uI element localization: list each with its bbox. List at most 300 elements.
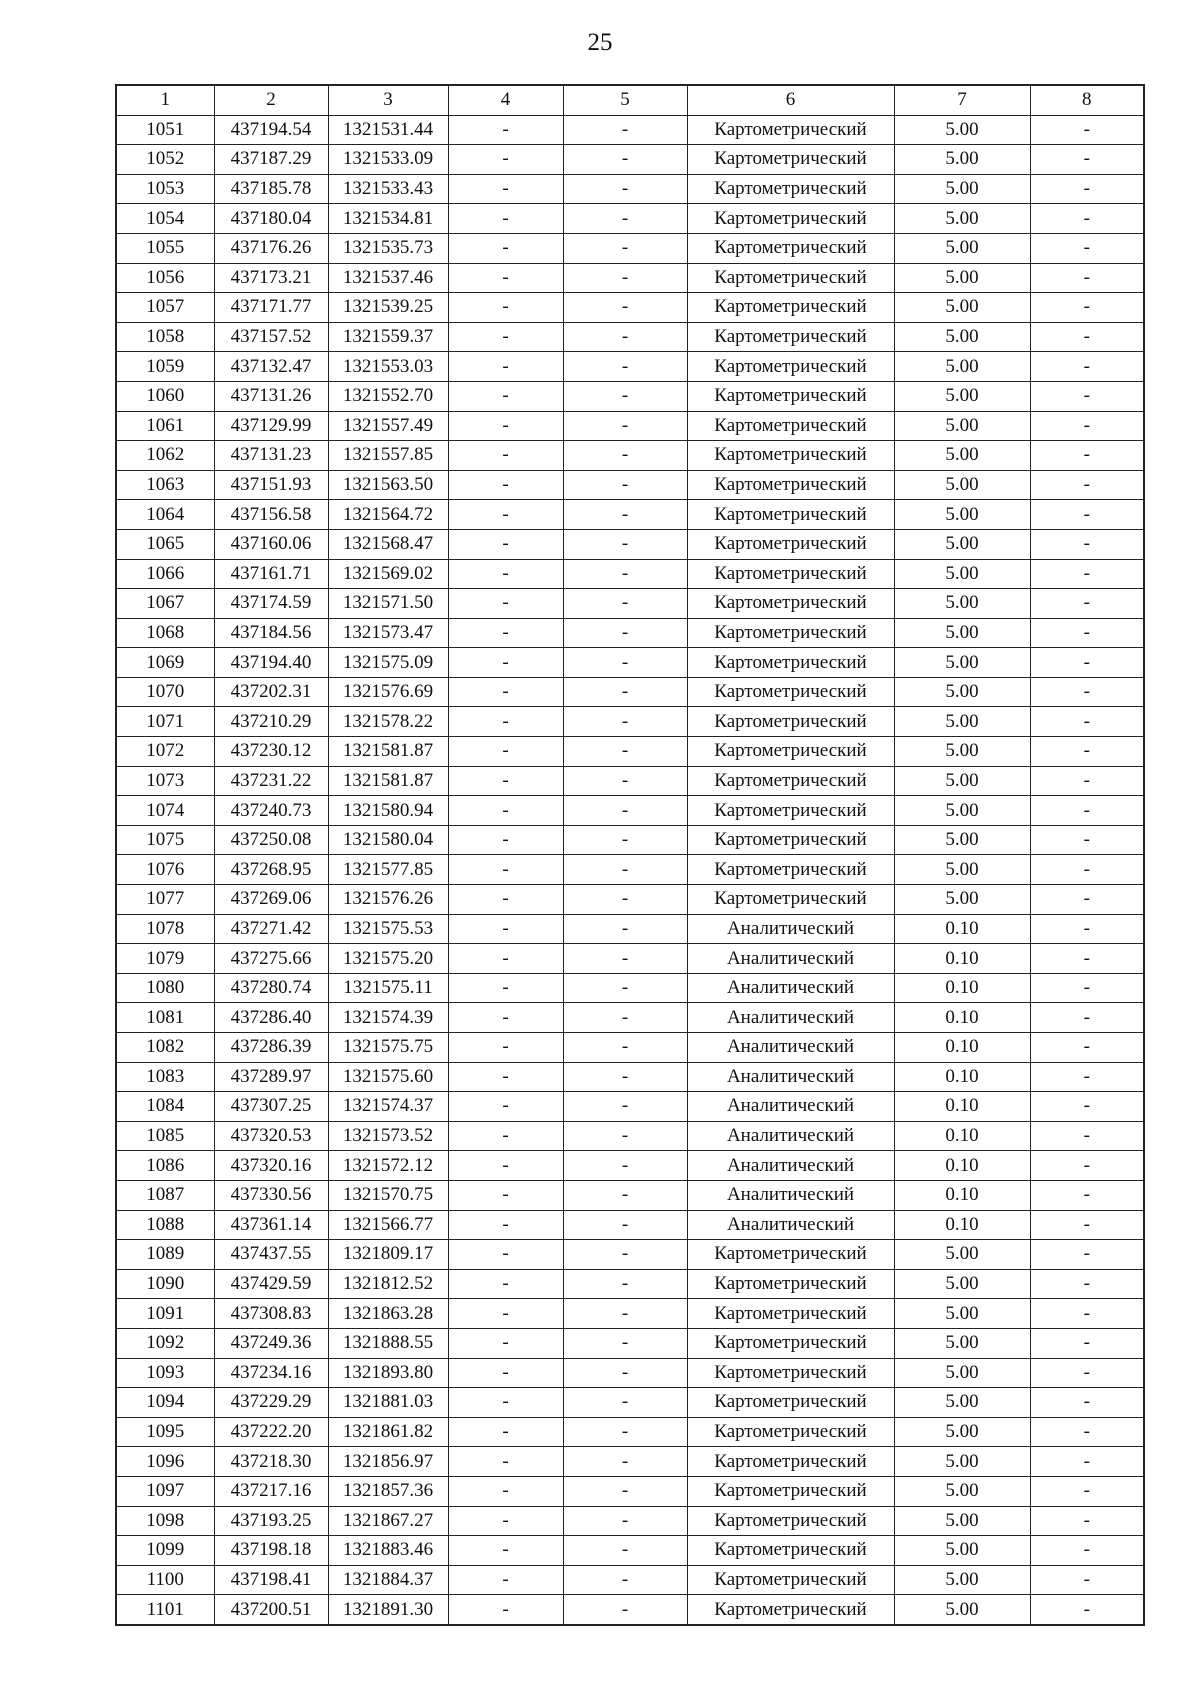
table-row (116, 559, 1144, 589)
cell-y-coordinate: 1321863.28 (328, 1299, 448, 1329)
cell-col-4-value: - (448, 589, 563, 619)
column-header-2: 2 (214, 85, 328, 115)
cell-point-number: 1079 (116, 944, 214, 974)
cell-x-coordinate: 437217.16 (214, 1476, 328, 1506)
cell-col-8-value: - (1030, 766, 1144, 796)
cell-y-coordinate: 1321566.77 (328, 1210, 448, 1240)
cell-x-coordinate: 437234.16 (214, 1358, 328, 1388)
cell-col-8-value: - (1030, 855, 1144, 885)
cell-accuracy: 5.00 (894, 500, 1030, 530)
cell-col-5-value: - (563, 737, 687, 767)
table-row (116, 293, 1144, 323)
cell-col-4-value: - (448, 1003, 563, 1033)
cell-point-number: 1057 (116, 293, 214, 323)
cell-col-5-value: - (563, 441, 687, 471)
cell-method: Картометрический (687, 1417, 894, 1447)
cell-method: Аналитический (687, 1121, 894, 1151)
table-row (116, 1092, 1144, 1122)
cell-method: Картометрический (687, 589, 894, 619)
cell-x-coordinate: 437280.74 (214, 973, 328, 1003)
cell-accuracy: 5.00 (894, 1476, 1030, 1506)
table-row (116, 1565, 1144, 1595)
cell-method: Картометрический (687, 174, 894, 204)
cell-col-8-value: - (1030, 174, 1144, 204)
cell-method: Картометрический (687, 1328, 894, 1358)
cell-accuracy: 5.00 (894, 1506, 1030, 1536)
table-row (116, 1210, 1144, 1240)
cell-col-8-value: - (1030, 914, 1144, 944)
cell-accuracy: 5.00 (894, 441, 1030, 471)
cell-point-number: 1100 (116, 1565, 214, 1595)
cell-point-number: 1082 (116, 1033, 214, 1063)
cell-y-coordinate: 1321581.87 (328, 766, 448, 796)
cell-col-5-value: - (563, 352, 687, 382)
cell-col-4-value: - (448, 707, 563, 737)
cell-x-coordinate: 437289.97 (214, 1062, 328, 1092)
table-row (116, 145, 1144, 175)
cell-y-coordinate: 1321533.43 (328, 174, 448, 204)
cell-point-number: 1089 (116, 1240, 214, 1270)
cell-col-8-value: - (1030, 796, 1144, 826)
cell-y-coordinate: 1321891.30 (328, 1595, 448, 1625)
table-row (116, 825, 1144, 855)
cell-method: Картометрический (687, 293, 894, 323)
cell-y-coordinate: 1321531.44 (328, 115, 448, 145)
cell-accuracy: 0.10 (894, 1121, 1030, 1151)
cell-x-coordinate: 437320.53 (214, 1121, 328, 1151)
cell-point-number: 1081 (116, 1003, 214, 1033)
cell-point-number: 1064 (116, 500, 214, 530)
table-row (116, 470, 1144, 500)
cell-accuracy: 5.00 (894, 707, 1030, 737)
cell-x-coordinate: 437437.55 (214, 1240, 328, 1270)
table-row (116, 1595, 1144, 1625)
cell-col-4-value: - (448, 885, 563, 915)
table-body (116, 115, 1144, 1625)
cell-accuracy: 5.00 (894, 825, 1030, 855)
cell-point-number: 1060 (116, 381, 214, 411)
cell-method: Картометрический (687, 1299, 894, 1329)
cell-point-number: 1093 (116, 1358, 214, 1388)
cell-x-coordinate: 437229.29 (214, 1388, 328, 1418)
cell-col-4-value: - (448, 1476, 563, 1506)
table-row (116, 115, 1144, 145)
cell-method: Картометрический (687, 115, 894, 145)
cell-y-coordinate: 1321881.03 (328, 1388, 448, 1418)
cell-accuracy: 5.00 (894, 233, 1030, 263)
table-row (116, 1151, 1144, 1181)
cell-y-coordinate: 1321573.52 (328, 1121, 448, 1151)
cell-method: Аналитический (687, 1151, 894, 1181)
cell-method: Картометрический (687, 559, 894, 589)
cell-col-8-value: - (1030, 1595, 1144, 1625)
table-row (116, 1476, 1144, 1506)
cell-col-4-value: - (448, 115, 563, 145)
cell-y-coordinate: 1321573.47 (328, 618, 448, 648)
cell-accuracy: 5.00 (894, 1388, 1030, 1418)
cell-accuracy: 0.10 (894, 1180, 1030, 1210)
table-row (116, 1180, 1144, 1210)
cell-method: Картометрический (687, 322, 894, 352)
cell-point-number: 1069 (116, 648, 214, 678)
table-row (116, 1328, 1144, 1358)
cell-method: Картометрический (687, 1595, 894, 1625)
cell-col-5-value: - (563, 648, 687, 678)
cell-col-8-value: - (1030, 115, 1144, 145)
cell-col-8-value: - (1030, 1092, 1144, 1122)
cell-accuracy: 5.00 (894, 677, 1030, 707)
cell-col-4-value: - (448, 1151, 563, 1181)
cell-y-coordinate: 1321809.17 (328, 1240, 448, 1270)
table-row (116, 1033, 1144, 1063)
cell-y-coordinate: 1321537.46 (328, 263, 448, 293)
cell-method: Картометрический (687, 766, 894, 796)
cell-y-coordinate: 1321564.72 (328, 500, 448, 530)
cell-col-4-value: - (448, 914, 563, 944)
table-row (116, 618, 1144, 648)
cell-x-coordinate: 437151.93 (214, 470, 328, 500)
cell-accuracy: 5.00 (894, 1536, 1030, 1566)
cell-y-coordinate: 1321570.75 (328, 1180, 448, 1210)
cell-x-coordinate: 437194.54 (214, 115, 328, 145)
cell-method: Картометрический (687, 263, 894, 293)
cell-y-coordinate: 1321575.09 (328, 648, 448, 678)
cell-col-8-value: - (1030, 1565, 1144, 1595)
cell-x-coordinate: 437160.06 (214, 529, 328, 559)
cell-point-number: 1090 (116, 1269, 214, 1299)
cell-point-number: 1068 (116, 618, 214, 648)
cell-col-8-value: - (1030, 1062, 1144, 1092)
table-row (116, 1417, 1144, 1447)
cell-accuracy: 5.00 (894, 796, 1030, 826)
cell-col-8-value: - (1030, 500, 1144, 530)
cell-col-8-value: - (1030, 707, 1144, 737)
cell-col-8-value: - (1030, 322, 1144, 352)
cell-x-coordinate: 437361.14 (214, 1210, 328, 1240)
table-row (116, 441, 1144, 471)
cell-col-4-value: - (448, 352, 563, 382)
cell-col-4-value: - (448, 1033, 563, 1063)
cell-accuracy: 5.00 (894, 1447, 1030, 1477)
cell-col-5-value: - (563, 381, 687, 411)
cell-col-5-value: - (563, 204, 687, 234)
cell-col-5-value: - (563, 1506, 687, 1536)
cell-accuracy: 5.00 (894, 145, 1030, 175)
column-header-4: 4 (448, 85, 563, 115)
cell-col-5-value: - (563, 885, 687, 915)
cell-col-8-value: - (1030, 1033, 1144, 1063)
table-header (116, 85, 1144, 115)
cell-x-coordinate: 437132.47 (214, 352, 328, 382)
cell-col-5-value: - (563, 1062, 687, 1092)
cell-accuracy: 5.00 (894, 648, 1030, 678)
header-row (116, 85, 1144, 115)
cell-point-number: 1080 (116, 973, 214, 1003)
table-row (116, 944, 1144, 974)
cell-accuracy: 5.00 (894, 618, 1030, 648)
cell-col-4-value: - (448, 737, 563, 767)
column-header-8: 8 (1030, 85, 1144, 115)
cell-col-8-value: - (1030, 944, 1144, 974)
cell-y-coordinate: 1321884.37 (328, 1565, 448, 1595)
cell-y-coordinate: 1321557.49 (328, 411, 448, 441)
cell-x-coordinate: 437200.51 (214, 1595, 328, 1625)
cell-y-coordinate: 1321883.46 (328, 1536, 448, 1566)
cell-y-coordinate: 1321861.82 (328, 1417, 448, 1447)
cell-col-8-value: - (1030, 1180, 1144, 1210)
cell-col-4-value: - (448, 322, 563, 352)
cell-col-5-value: - (563, 618, 687, 648)
cell-accuracy: 5.00 (894, 1328, 1030, 1358)
cell-point-number: 1095 (116, 1417, 214, 1447)
cell-col-4-value: - (448, 1417, 563, 1447)
cell-point-number: 1072 (116, 737, 214, 767)
cell-y-coordinate: 1321574.39 (328, 1003, 448, 1033)
cell-y-coordinate: 1321893.80 (328, 1358, 448, 1388)
cell-col-5-value: - (563, 470, 687, 500)
cell-y-coordinate: 1321580.04 (328, 825, 448, 855)
cell-x-coordinate: 437198.18 (214, 1536, 328, 1566)
column-header-1: 1 (116, 85, 214, 115)
cell-x-coordinate: 437249.36 (214, 1328, 328, 1358)
cell-point-number: 1086 (116, 1151, 214, 1181)
cell-accuracy: 5.00 (894, 174, 1030, 204)
cell-col-5-value: - (563, 1417, 687, 1447)
cell-col-8-value: - (1030, 381, 1144, 411)
cell-col-4-value: - (448, 263, 563, 293)
cell-col-4-value: - (448, 1358, 563, 1388)
cell-col-5-value: - (563, 529, 687, 559)
cell-method: Картометрический (687, 885, 894, 915)
cell-col-8-value: - (1030, 885, 1144, 915)
cell-col-4-value: - (448, 559, 563, 589)
cell-col-4-value: - (448, 381, 563, 411)
cell-col-4-value: - (448, 1565, 563, 1595)
cell-col-8-value: - (1030, 1506, 1144, 1536)
cell-col-4-value: - (448, 1062, 563, 1092)
cell-method: Картометрический (687, 618, 894, 648)
cell-x-coordinate: 437131.23 (214, 441, 328, 471)
cell-point-number: 1083 (116, 1062, 214, 1092)
cell-col-4-value: - (448, 825, 563, 855)
cell-accuracy: 5.00 (894, 529, 1030, 559)
cell-y-coordinate: 1321575.20 (328, 944, 448, 974)
table-row (116, 648, 1144, 678)
cell-accuracy: 0.10 (894, 1210, 1030, 1240)
cell-method: Картометрический (687, 1388, 894, 1418)
cell-x-coordinate: 437202.31 (214, 677, 328, 707)
cell-point-number: 1074 (116, 796, 214, 826)
table-row (116, 766, 1144, 796)
cell-col-5-value: - (563, 677, 687, 707)
table-row (116, 1121, 1144, 1151)
cell-col-4-value: - (448, 1506, 563, 1536)
cell-point-number: 1055 (116, 233, 214, 263)
cell-method: Аналитический (687, 1003, 894, 1033)
table-row (116, 1269, 1144, 1299)
cell-accuracy: 5.00 (894, 322, 1030, 352)
cell-method: Аналитический (687, 1210, 894, 1240)
table-row (116, 529, 1144, 559)
table-row (116, 1299, 1144, 1329)
table-row (116, 204, 1144, 234)
cell-col-5-value: - (563, 914, 687, 944)
table-row (116, 707, 1144, 737)
cell-col-4-value: - (448, 470, 563, 500)
cell-x-coordinate: 437210.29 (214, 707, 328, 737)
cell-col-8-value: - (1030, 1358, 1144, 1388)
cell-col-4-value: - (448, 411, 563, 441)
cell-y-coordinate: 1321576.26 (328, 885, 448, 915)
cell-col-5-value: - (563, 500, 687, 530)
cell-col-8-value: - (1030, 352, 1144, 382)
cell-method: Картометрический (687, 1269, 894, 1299)
cell-x-coordinate: 437240.73 (214, 796, 328, 826)
cell-col-5-value: - (563, 233, 687, 263)
cell-method: Аналитический (687, 1092, 894, 1122)
cell-col-4-value: - (448, 648, 563, 678)
table-row (116, 263, 1144, 293)
cell-x-coordinate: 437184.56 (214, 618, 328, 648)
cell-col-5-value: - (563, 1210, 687, 1240)
cell-method: Картометрический (687, 470, 894, 500)
cell-y-coordinate: 1321575.11 (328, 973, 448, 1003)
cell-point-number: 1076 (116, 855, 214, 885)
cell-col-5-value: - (563, 707, 687, 737)
cell-x-coordinate: 437308.83 (214, 1299, 328, 1329)
cell-col-4-value: - (448, 1447, 563, 1477)
cell-accuracy: 5.00 (894, 885, 1030, 915)
cell-point-number: 1084 (116, 1092, 214, 1122)
cell-col-4-value: - (448, 1536, 563, 1566)
cell-col-5-value: - (563, 115, 687, 145)
cell-col-4-value: - (448, 944, 563, 974)
cell-col-5-value: - (563, 944, 687, 974)
cell-col-8-value: - (1030, 1151, 1144, 1181)
cell-y-coordinate: 1321867.27 (328, 1506, 448, 1536)
table-row (116, 1447, 1144, 1477)
cell-point-number: 1094 (116, 1388, 214, 1418)
cell-x-coordinate: 437222.20 (214, 1417, 328, 1447)
cell-point-number: 1071 (116, 707, 214, 737)
cell-col-4-value: - (448, 204, 563, 234)
cell-y-coordinate: 1321568.47 (328, 529, 448, 559)
cell-accuracy: 5.00 (894, 352, 1030, 382)
table-row (116, 1240, 1144, 1270)
table-row (116, 914, 1144, 944)
cell-y-coordinate: 1321552.70 (328, 381, 448, 411)
cell-col-5-value: - (563, 1151, 687, 1181)
table-row (116, 322, 1144, 352)
cell-col-8-value: - (1030, 1328, 1144, 1358)
cell-col-5-value: - (563, 293, 687, 323)
cell-method: Аналитический (687, 973, 894, 1003)
cell-method: Картометрический (687, 1536, 894, 1566)
cell-point-number: 1052 (116, 145, 214, 175)
cell-method: Картометрический (687, 737, 894, 767)
cell-method: Картометрический (687, 1506, 894, 1536)
cell-col-5-value: - (563, 1565, 687, 1595)
cell-col-4-value: - (448, 1595, 563, 1625)
cell-x-coordinate: 437230.12 (214, 737, 328, 767)
cell-col-8-value: - (1030, 1003, 1144, 1033)
cell-col-5-value: - (563, 1003, 687, 1033)
cell-col-5-value: - (563, 1092, 687, 1122)
table-row (116, 1358, 1144, 1388)
cell-col-4-value: - (448, 677, 563, 707)
coordinates-table (115, 84, 1145, 1626)
cell-accuracy: 5.00 (894, 589, 1030, 619)
cell-x-coordinate: 437193.25 (214, 1506, 328, 1536)
table-row (116, 589, 1144, 619)
cell-col-8-value: - (1030, 470, 1144, 500)
cell-method: Картометрический (687, 441, 894, 471)
cell-point-number: 1091 (116, 1299, 214, 1329)
cell-method: Картометрический (687, 825, 894, 855)
cell-col-5-value: - (563, 559, 687, 589)
cell-point-number: 1096 (116, 1447, 214, 1477)
cell-col-4-value: - (448, 1388, 563, 1418)
cell-col-5-value: - (563, 1447, 687, 1477)
cell-col-8-value: - (1030, 618, 1144, 648)
cell-col-5-value: - (563, 796, 687, 826)
cell-x-coordinate: 437131.26 (214, 381, 328, 411)
cell-point-number: 1067 (116, 589, 214, 619)
column-header-6: 6 (687, 85, 894, 115)
cell-y-coordinate: 1321578.22 (328, 707, 448, 737)
table-row (116, 677, 1144, 707)
cell-col-5-value: - (563, 145, 687, 175)
cell-x-coordinate: 437286.39 (214, 1033, 328, 1063)
cell-accuracy: 0.10 (894, 1062, 1030, 1092)
cell-col-5-value: - (563, 1299, 687, 1329)
cell-point-number: 1101 (116, 1595, 214, 1625)
cell-point-number: 1073 (116, 766, 214, 796)
cell-method: Картометрический (687, 411, 894, 441)
cell-accuracy: 0.10 (894, 1033, 1030, 1063)
cell-x-coordinate: 437320.16 (214, 1151, 328, 1181)
cell-col-5-value: - (563, 1121, 687, 1151)
cell-accuracy: 0.10 (894, 973, 1030, 1003)
cell-method: Картометрический (687, 796, 894, 826)
cell-method: Картометрический (687, 1565, 894, 1595)
cell-col-4-value: - (448, 1299, 563, 1329)
cell-x-coordinate: 437307.25 (214, 1092, 328, 1122)
cell-col-8-value: - (1030, 1121, 1144, 1151)
cell-method: Аналитический (687, 1062, 894, 1092)
cell-col-8-value: - (1030, 559, 1144, 589)
cell-x-coordinate: 437268.95 (214, 855, 328, 885)
column-header-5: 5 (563, 85, 687, 115)
cell-col-5-value: - (563, 1476, 687, 1506)
cell-col-5-value: - (563, 973, 687, 1003)
cell-point-number: 1092 (116, 1328, 214, 1358)
cell-col-5-value: - (563, 1328, 687, 1358)
cell-method: Картометрический (687, 529, 894, 559)
cell-x-coordinate: 437187.29 (214, 145, 328, 175)
cell-col-4-value: - (448, 1092, 563, 1122)
cell-col-5-value: - (563, 1269, 687, 1299)
cell-col-4-value: - (448, 1240, 563, 1270)
cell-y-coordinate: 1321557.85 (328, 441, 448, 471)
cell-method: Картометрический (687, 677, 894, 707)
cell-accuracy: 5.00 (894, 559, 1030, 589)
cell-y-coordinate: 1321575.75 (328, 1033, 448, 1063)
cell-col-5-value: - (563, 589, 687, 619)
cell-col-8-value: - (1030, 145, 1144, 175)
cell-col-5-value: - (563, 1033, 687, 1063)
cell-x-coordinate: 437171.77 (214, 293, 328, 323)
